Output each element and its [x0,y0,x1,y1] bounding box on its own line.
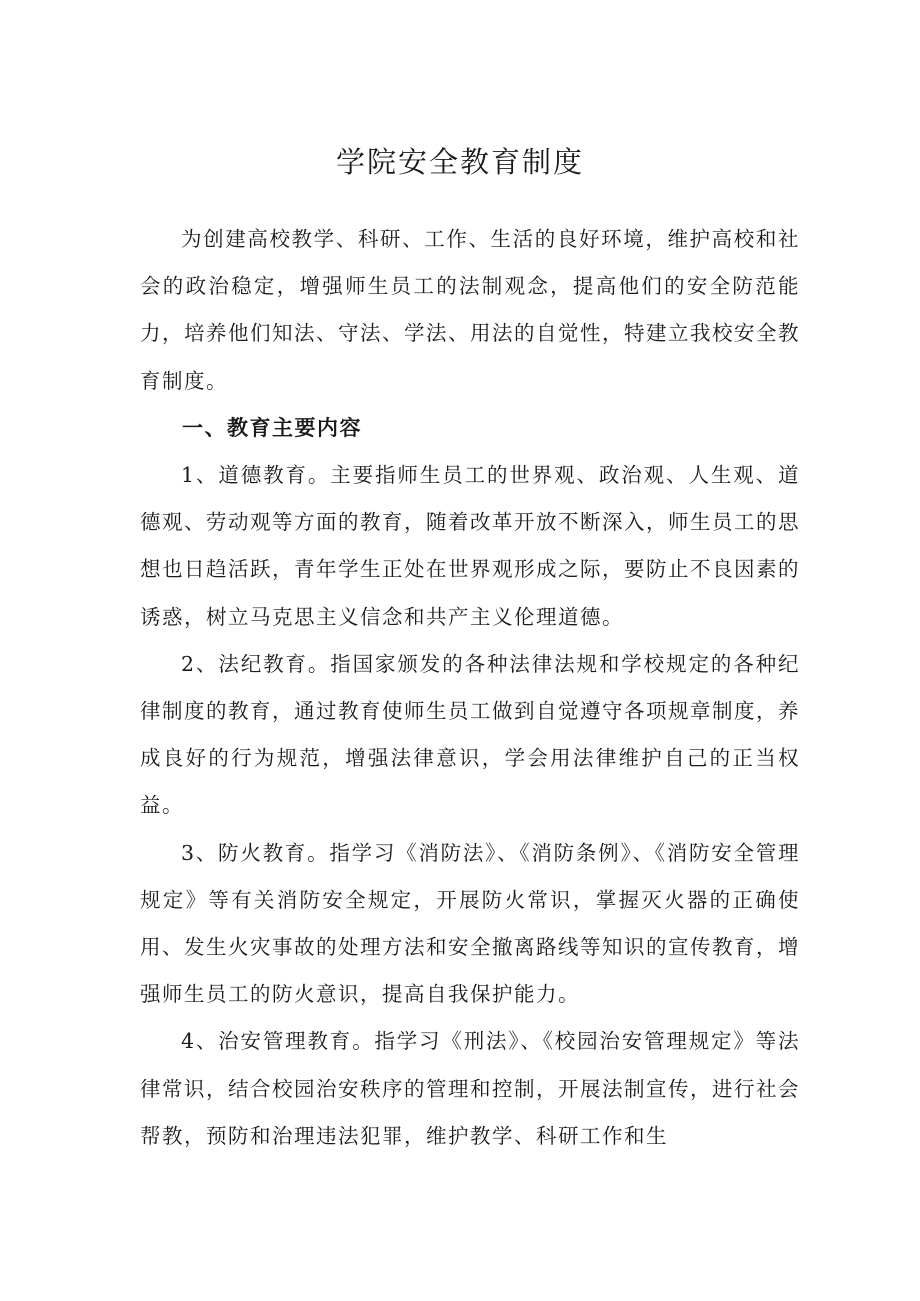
content-item-moral-education: 1、道德教育。主要指师生员工的世界观、政治观、人生观、道德观、劳动观等方面的教育，随着改革开放不断深入，师生员工的思想也日趋活跃，青年学生正处在世界观形成之际，要防止不良因素的诱惑，树立马克思主义信念和共产主义伦理道德。 [140,463,800,629]
content-item-fire-education: 3、防火教育。指学习《消防法》、《消防条例》、《消防安全管理规定》等有关消防安全规定，开展防火常识，掌握灭火器的正确使用、发生火灾事故的处理方法和安全撤离路线等知识的宣传教育，增强师生员工的防火意识，提高自我保护能力。 [140,840,800,1007]
document-body [140,216,800,1160]
content-item-security-education: 4、治安管理教育。指学习《刑法》、《校园治安管理规定》等法律常识，结合校园治安秩序的管理和控制，开展法制宣传，进行社会帮教，预防和治理违法犯罪，维护教学、科研工作和生 [140,1029,800,1148]
content-item-legal-education: 2、法纪教育。指国家颁发的各种法律法规和学校规定的各种纪律制度的教育，通过教育使师生员工做到自觉遵守各项规章制度，养成良好的行为规范，增强法律意识，学会用法律维护自己的正当权益。 [140,651,800,818]
intro-paragraph: 为创建高校教学、科研、工作、生活的良好环境，维护高校和社会的政治稳定，增强师生员工的法制观念，提高他们的安全防范能力，培养他们知法、守法、学法、用法的自觉性，特建立我校安全教育制度。 [140,227,800,393]
document-title: 学院安全教育制度 [335,145,584,179]
section-heading: 一、教育主要内容 [182,415,362,440]
